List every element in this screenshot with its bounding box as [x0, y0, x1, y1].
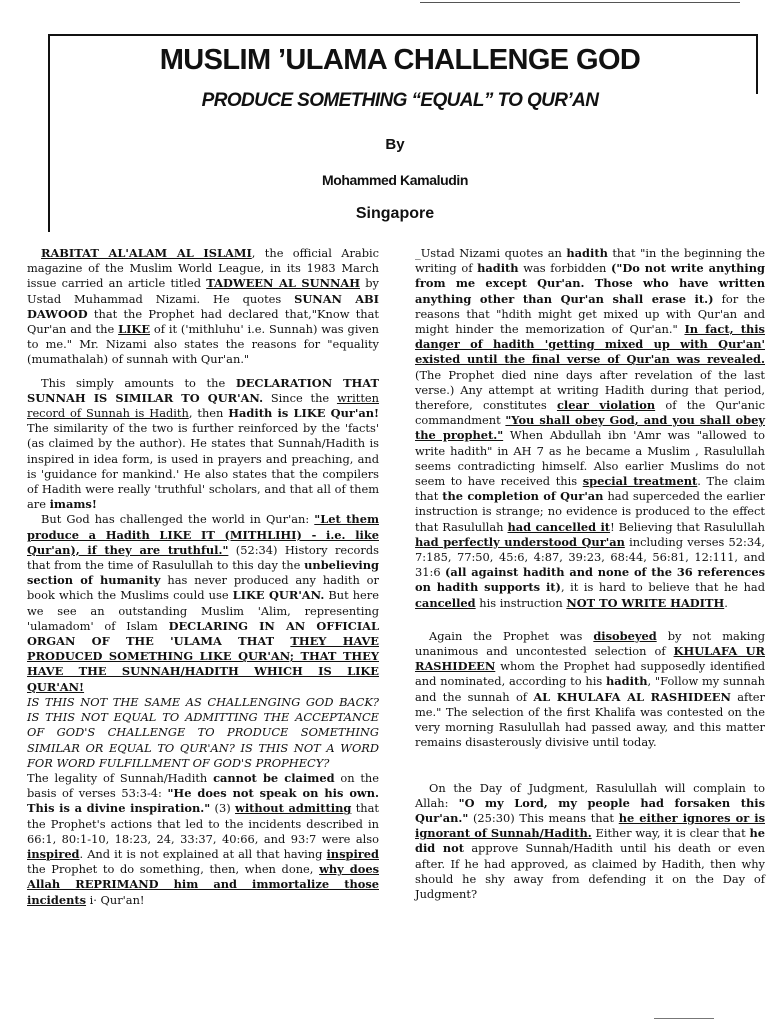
text-run: (25:30) This means that [468, 810, 619, 825]
text-run: he either ignores or is ignorant of Sunnah/Hadith. [415, 810, 765, 841]
text-run: (52:34) History records that from the time of Rasulullah to this day the [27, 542, 379, 573]
text-run: NOT TO WRITE HADITH [566, 595, 725, 610]
text-run: written record of Sunnah is Hadith [27, 390, 380, 421]
text-run: , it is hard to believe that he had [560, 580, 766, 595]
paragraph-declaration [27, 376, 379, 513]
text-run: by Ustad Muhammad Nizami. He quotes [27, 276, 379, 306]
text-run: why does Allah REPRIMAND him and immortalize those incidents [27, 862, 379, 907]
text-run: Since the [263, 390, 337, 405]
paragraph-intro [27, 246, 379, 368]
text-run: for the reasons that "hdith might get mixed up with Qur'an and might hinder the memorization of Qur'an." [415, 291, 765, 337]
text-run: . The claim that [415, 474, 766, 504]
text-run: Again the Prophet was [429, 628, 594, 643]
text-run: hadith [606, 674, 648, 689]
text-run: DECLARATION THAT SUNNAH IS SIMILAR TO QUR'AN. [27, 375, 379, 405]
paragraph-challenge [27, 512, 379, 694]
text-run: inspired [27, 846, 80, 861]
text-run: the Prophet to do something, then, when done, [27, 862, 320, 877]
text-run: of the Qur'anic commandment [415, 398, 765, 428]
text-run: cannot be claimed [213, 770, 335, 785]
text-run: had cancelled it [507, 519, 611, 534]
text-run: On the Day of Judgment, Rasulullah will complain to Allah: [415, 780, 765, 810]
text-run: had superceded the earlier instruction is strange; no evidence is produced to the effect that Rasulullah [415, 489, 765, 534]
text-run: special treatment [582, 474, 698, 489]
text-run: The similarity of the two is further reinforced by the 'facts' (as claimed by the author). He states that Sunnah/Hadith is inspired in idea form, is used in prayers and preaching, and is 'guidance for mankind.' He also states that the compilers of Hadith were really 'truthful' scholars, and that all of them are [27, 421, 379, 512]
paragraph-judgment [415, 781, 765, 903]
text-run: LIKE QUR'AN. [232, 588, 325, 603]
text-run: disobeyed [593, 628, 657, 643]
right-column [415, 246, 765, 902]
text-run: "You shall obey God, and you shall obey the prophet." [415, 413, 765, 443]
scan-edge-mark [420, 2, 740, 3]
text-run: ("Do not write anything from me except Qur'an. Those who have written anything other than Qur'an shall erase it.) [415, 261, 765, 306]
text-run: cancelled [415, 595, 476, 610]
text-run: that "in the beginning the writing of [415, 246, 765, 276]
left-column [27, 246, 379, 908]
text-run: TADWEEN AL SUNNAH [206, 276, 361, 291]
text-run: KHULAFA UR RASHIDEEN [415, 644, 765, 674]
text-run: unbelieving section of humanity [27, 558, 379, 588]
text-run: , then [188, 406, 229, 421]
text-run: by not making unanimous and uncontested selection of [415, 628, 765, 659]
text-run: When Abdullah ibn 'Amr was "allowed to write hadith" in AH 7 as he became a Muslim , Rasulullah seems contradicting himself. Also earlier Muslims do not seem to have received this [415, 428, 765, 489]
article-subtitle: PRODUCE SOMETHING “EQUAL” TO QUR’AN [201, 90, 599, 111]
text-run: ! Believing that Rasulullah [610, 519, 765, 534]
article-title: MUSLIM ’ULAMA CHALLENGE GOD [159, 44, 641, 76]
byline: By [385, 136, 405, 153]
text-run: _Ustad Nizami quotes an [415, 246, 567, 260]
text-run: IS THIS NOT THE SAME AS CHALLENGING GOD BACK? IS THIS NOT EQUAL TO ADMITTING THE ACCEPTANCE OF GOD'S CHALLENGE TO PRODUCE SOMETHING SIMILAR OR EQUAL TO QUR'AN? IS THIS NOT A WORD FOR WORD FULFILLMENT OF GOD'S PROPHECY? [27, 694, 379, 770]
text-run: (3) [210, 801, 236, 816]
paragraph-questions [27, 695, 379, 771]
text-run: SUNAN ABI DAWOOD [27, 291, 379, 321]
paragraph-legality [27, 771, 379, 908]
header-frame-edge [756, 34, 758, 94]
text-run: This simply amounts to the [41, 375, 236, 390]
text-run: Hadith is LIKE Qur'an! [228, 406, 379, 421]
text-run: . [724, 595, 728, 610]
text-run: after me." The selection of the first Khalifa was contested on the very morning Rasulullah had passed away, and this matter remains disasterously divisive until today. [415, 689, 765, 750]
text-run: hadith [566, 246, 608, 260]
text-run: without admitting [235, 801, 352, 816]
text-run: AL KHULAFA AL RASHIDEEN [533, 689, 731, 704]
text-run: clear violation [556, 398, 656, 413]
text-run: the completion of Qur'an [442, 489, 604, 504]
text-run: his instruction [475, 595, 567, 610]
text-run: But here we see an outstanding Muslim 'Alim, representing 'ulamadom' of Islam [27, 588, 379, 633]
text-run: has never produced any hadith or book which the Muslims could use [27, 573, 379, 603]
text-run: (The Prophet died nine days after revelation of the last verse.) Any attempt at writing Hadith during that period, therefore, constitutes [415, 367, 765, 413]
text-run: that the Prophet's actions that led to the incidents described in 66:1, 80:1-10, 18:23, 24, 33:37, 40:66, and 93:7 were also [27, 801, 379, 846]
text-run: hadith [477, 261, 519, 276]
text-run: THEY HAVE PRODUCED SOMETHING LIKE QUR'AN; THAT THEY HAVE THE SUNNAH/HADITH WHICH IS LIKE QUR'AN! [27, 634, 379, 694]
text-run: , the official Arabic magazine of the Muslim World League, in its 1983 March issue carried an article titled [27, 246, 380, 291]
text-run: LIKE [118, 322, 150, 337]
text-run: In fact, this danger of hadith 'getting mixed up with Qur'an' existed until the final verse of Qur'an was revealed. [415, 322, 765, 367]
text-run: But God has challenged the world in Qur'an: [41, 512, 315, 527]
paragraph-khulafa [415, 629, 765, 751]
text-run: imams! [49, 497, 97, 512]
text-run: had perfectly understood Qur'an [415, 534, 625, 549]
text-run: whom the Prophet had supposedly identified and nominated, according to his [415, 659, 765, 689]
paragraph-nizami-hadith [415, 246, 765, 611]
scan-edge-mark-bottom [654, 1018, 714, 1019]
text-run: approve Sunnah/Hadith until his death or even after. If he had approved, as claimed by Hadith, then why should he shy away from defending it on the Day of Judgment? [415, 841, 765, 901]
text-run: was forbidden [518, 261, 612, 276]
text-run: i· Qur'an! [86, 892, 145, 907]
text-run: including verses 52:34, 7:185, 77:50, 45:6, 4:87, 39:23, 68:44, 56:81, 12:111, and 31:6 [415, 534, 765, 580]
text-run: that the Prophet had declared that,"Know that Qur'an and the [27, 306, 379, 337]
author-name: Mohammed Kamaludin [321, 172, 469, 188]
text-run: inspired [326, 846, 379, 861]
text-run: . And it is not explained at all that having [79, 846, 327, 861]
text-run: "Let them produce a Hadith LIKE IT (MITHLIHI) - i.e. like Qur'an), if they are truthful." [27, 512, 379, 557]
author-location: Singapore [355, 205, 435, 222]
text-run: The legality of Sunnah/Hadith [27, 770, 214, 785]
text-run: RABITAT AL'ALAM AL ISLAMI [41, 246, 252, 260]
text-run: DECLARING IN AN OFFICIAL ORGAN OF THE 'ULAMA THAT [27, 618, 379, 649]
text-run: , "Follow my sunnah and the sunnah of [415, 674, 765, 704]
text-run: (all against hadith and none of the 36 references on hadith supports it) [415, 565, 765, 595]
text-run: he did not [415, 826, 765, 856]
text-run: "He does not speak on his own. This is a divine inspiration." [27, 786, 379, 816]
text-run: "O my Lord, my people had forsaken this Qur'an." [415, 795, 765, 825]
text-run: on the basis of verses 53:3-4: [27, 770, 379, 801]
text-run: Either way, it is clear that [591, 826, 750, 841]
text-run: of it ('mithluhu' i.e. Sunnah) was given to me." Mr. Nizami also states the reasons for "equality (mumathalah) of sunnah with Qur'an." [27, 322, 379, 367]
